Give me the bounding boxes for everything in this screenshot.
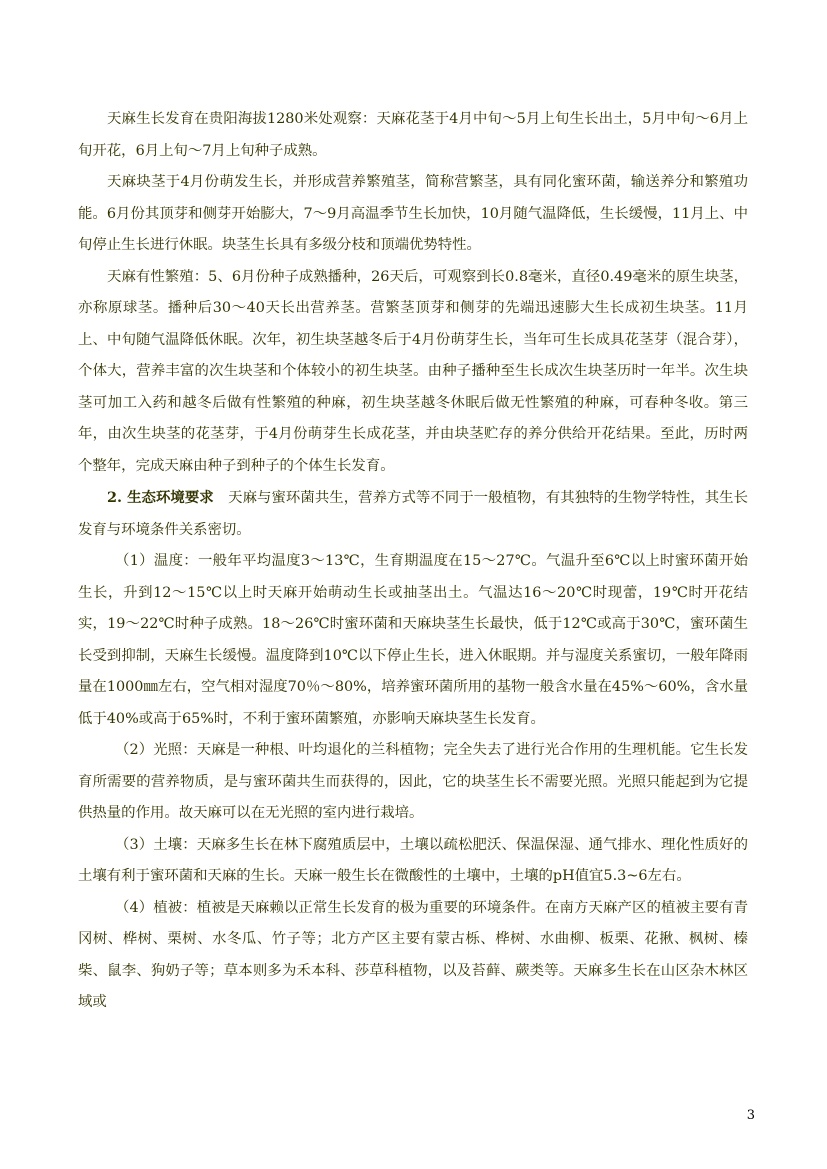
document-body [78,104,748,1019]
paragraph-tuber-growth: 天麻块茎于4月份萌发生长，并形成营养繁殖茎，简称营繁茎，具有同化蜜环菌，输送养分和繁殖功能。6月份其顶芽和侧芽开始膨大，7～9月高温季节生长加快，10月随气温降低，生长缓慢，11月上、中旬停止生长进行休眠。块茎生长具有多级分枝和顶端优势特性。 [78,174,748,253]
paragraph-vegetation: （4）植被：植被是天麻赖以正常生长发育的极为重要的环境条件。在南方天麻产区的植被主要有青冈树、桦树、栗树、水冬瓜、竹子等；北方产区主要有蒙古栎、桦树、水曲柳、板栗、花揪、枫树、榛柴、鼠李、狗奶子等；草本则多为禾本科、莎草科植物，以及苔藓、蕨类等。天麻多生长在山区杂木林区域或 [78,899,748,1010]
paragraph-light: （2）光照：天麻是一种根、叶均退化的兰科植物；完全失去了进行光合作用的生理机能。它生长发育所需要的营养物质，是与蜜环菌共生而获得的，因此，它的块茎生长不需要光照。光照只能起到为它提供热量的作用。故天麻可以在无光照的室内进行栽培。 [78,742,748,821]
paragraph-flowering-period: 天麻生长发育在贵阳海拔1280米处观察：天麻花茎于4月中旬～5月上旬生长出土，5月中旬～6月上旬开花，6月上旬～7月上旬种子成熟。 [78,111,748,159]
page-number: 3 [746,1108,755,1123]
paragraph-sexual-reproduction: 天麻有性繁殖：5、6月份种子成熟播种，26天后，可观察到长0.8毫米，直径0.49毫米的原生块茎，亦称原球茎。播种后30～40天长出营养茎。营繁茎顶芽和侧芽的先端迅速膨大生长成初生块茎。11月上、中旬随气温降低休眠。次年，初生块茎越冬后于4月份萌芽生长，当年可生长成具花茎芽（混合芽），个体大，营养丰富的次生块茎和个体较小的初生块茎。由种子播种至生长成次生块茎历时一年半。次生块茎可加工入药和越冬后做有性繁殖的种麻，初生块茎越冬休眠后做无性繁殖的种麻，可春种冬收。第三年，由次生块茎的花茎芽，于4月份萌芽生长成花茎，并由块茎贮存的养分供给开花结果。至此，历时两个整年，完成天麻由种子到种子的个体生长发育。 [78,268,748,474]
paragraph-ecological-requirements [78,482,748,546]
paragraph-temperature: （1）温度：一般年平均温度3～13℃，生育期温度在15～27℃。气温升至6℃以上时蜜环菌开始生长，升到12～15℃以上时天麻开始萌动生长或抽茎出土。气温达16～20℃时现蕾，19℃时开花结实，19～22℃时种子成熟。18～26℃时蜜环菌和天麻块茎生长最快，低于12℃或高于30℃，蜜环菌生长受到抑制，天麻生长缓慢。温度降到10℃以下停止生长，进入休眠期。并与湿度关系蜜切，一般年降雨量在1000㎜左右，空气相对湿度70％～80%，培养蜜环菌所用的基物一般含水量在45%～60%，含水量低于40%或高于65%时，不利于蜜环菌繁殖，亦影响天麻块茎生长发育。 [78,553,748,727]
paragraph-soil: （3）土壤：天麻多生长在林下腐殖质层中，土壤以疏松肥沃、保温保湿、通气排水、理化性质好的土壤有利于蜜环菌和天麻的生长。天麻一般生长在微酸性的土壤中，土壤的pH值宜5.3~6左右。 [78,836,748,884]
section-heading: 2. 生态环境要求 [107,489,214,506]
section-intro-text: 天麻与蜜环菌共生，营养方式等不同于一般植物，有其独特的生物学特性，其生长发育与环境条件关系密切。 [78,490,748,538]
